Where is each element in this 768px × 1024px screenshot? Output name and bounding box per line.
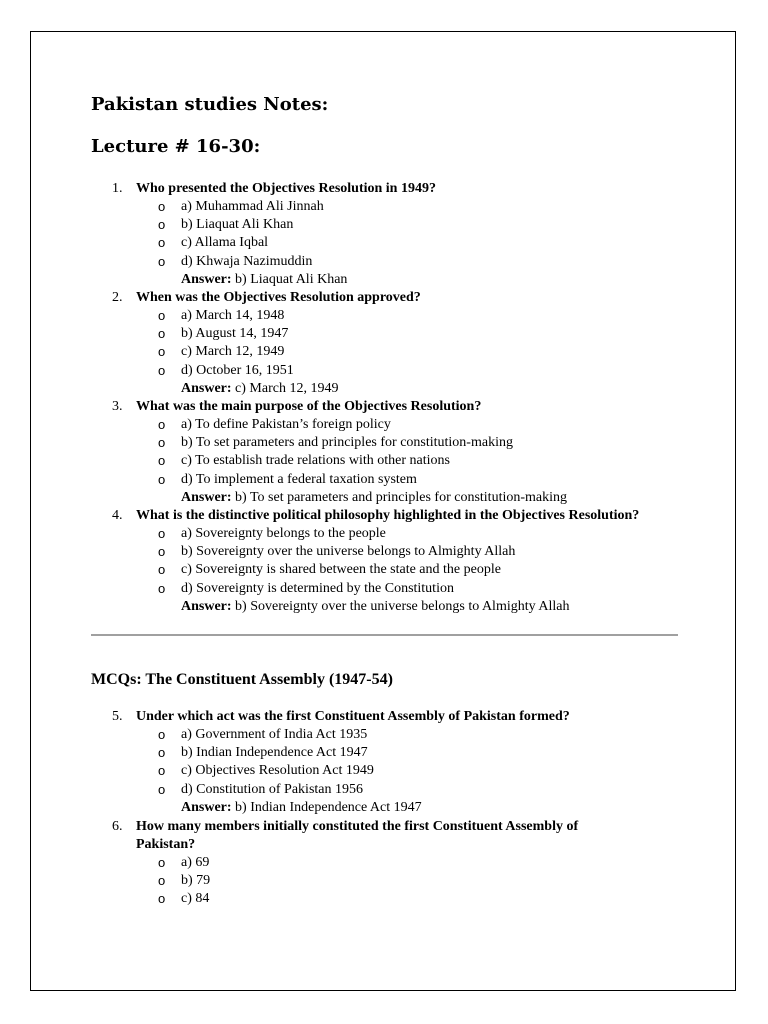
bullet-icon: o — [158, 873, 166, 889]
option-item — [91, 762, 691, 780]
question-block — [91, 289, 691, 398]
option-item — [91, 416, 691, 434]
question-line — [91, 507, 691, 525]
option-item — [91, 343, 691, 361]
question-number: 5. — [112, 709, 123, 724]
question-block — [91, 708, 691, 817]
answer-line — [91, 799, 691, 817]
option-text: a) Sovereignty belongs to the people — [181, 526, 386, 541]
option-text: c) March 12, 1949 — [181, 344, 285, 360]
answer-text: c) March 12, 1949 — [235, 380, 339, 396]
answer-label: Answer: — [181, 489, 232, 505]
option-text: b) Indian Independence Act 1947 — [181, 745, 368, 761]
horizontal-divider — [91, 634, 678, 636]
answer-label: Answer: — [181, 598, 232, 614]
option-item — [91, 854, 611, 872]
bullet-icon: o — [158, 199, 166, 214]
page-subtitle: Lecture # 16-30: — [91, 136, 261, 157]
option-text: b) Sovereignty over the universe belongs to Almighty Allah — [181, 544, 516, 560]
question-text: What is the distinctive political philosophy highlighted in the Objectives Resolution? — [136, 508, 640, 523]
answer-line — [91, 380, 691, 398]
bullet-icon: o — [158, 308, 166, 323]
option-item — [91, 452, 691, 470]
question-block — [91, 507, 691, 616]
option-text: c) Allama Iqbal — [181, 235, 269, 251]
document-page — [30, 31, 736, 991]
answer-label: Answer: — [181, 380, 232, 396]
option-item — [91, 198, 691, 216]
question-text: Who presented the Objectives Resolution in 1949? — [136, 181, 436, 196]
question-text: What was the main purpose of the Objectives Resolution? — [136, 399, 482, 414]
option-item — [91, 325, 691, 343]
option-text: b) Liaquat Ali Khan — [181, 217, 294, 233]
answer-text: b) Indian Independence Act 1947 — [235, 799, 422, 815]
bullet-icon: o — [158, 745, 166, 761]
option-text: a) Government of India Act 1935 — [181, 727, 368, 742]
bullet-icon: o — [158, 326, 166, 342]
option-text: a) 69 — [181, 855, 210, 870]
option-text: c) Objectives Resolution Act 1949 — [181, 763, 374, 779]
option-item — [91, 307, 691, 325]
answer-label: Answer: — [181, 799, 232, 815]
answer-text: b) Sovereignty over the universe belongs to Almighty Allah — [235, 598, 570, 614]
bullet-icon: o — [158, 855, 166, 870]
bullet-icon: o — [158, 763, 166, 779]
option-text: a) March 14, 1948 — [181, 308, 285, 323]
question-line — [91, 180, 691, 198]
bullet-icon: o — [158, 253, 166, 269]
bullet-icon: o — [158, 235, 166, 251]
option-item — [91, 253, 691, 271]
answer-text: b) Liaquat Ali Khan — [235, 271, 348, 287]
bullet-icon: o — [158, 781, 166, 797]
option-item — [91, 726, 691, 744]
answer-line — [91, 489, 691, 507]
option-item — [91, 781, 691, 799]
option-text: c) 84 — [181, 891, 210, 907]
bullet-icon: o — [158, 217, 166, 233]
option-text: c) Sovereignty is shared between the state and the people — [181, 562, 501, 578]
option-item — [91, 580, 691, 598]
option-item — [91, 471, 691, 489]
bullet-icon: o — [158, 417, 166, 432]
option-text: d) Constitution of Pakistan 1956 — [181, 781, 363, 797]
option-text: c) To establish trade relations with other nations — [181, 453, 450, 469]
question-line — [91, 818, 611, 854]
bullet-icon: o — [158, 544, 166, 560]
option-item — [91, 872, 611, 890]
option-item — [91, 216, 691, 234]
bullet-icon: o — [158, 526, 166, 541]
bullet-icon: o — [158, 580, 166, 596]
option-item — [91, 744, 691, 762]
option-item — [91, 362, 691, 380]
question-number: 6. — [112, 819, 123, 834]
option-item — [91, 525, 691, 543]
question-text: When was the Objectives Resolution approved? — [136, 290, 421, 305]
bullet-icon: o — [158, 471, 166, 487]
bullet-icon: o — [158, 891, 166, 907]
option-text: d) To implement a federal taxation system — [181, 471, 417, 487]
option-text: b) 79 — [181, 873, 211, 889]
question-block — [91, 398, 691, 507]
question-number: 2. — [112, 290, 123, 305]
answer-label: Answer: — [181, 271, 232, 287]
page-title: Pakistan studies Notes: — [91, 94, 329, 115]
bullet-icon: o — [158, 435, 166, 451]
bullet-icon: o — [158, 727, 166, 742]
answer-line — [91, 271, 691, 289]
question-number: 3. — [112, 399, 123, 414]
bullet-icon: o — [158, 362, 166, 378]
question-line — [91, 708, 691, 726]
option-text: d) Khwaja Nazimuddin — [181, 253, 313, 269]
option-item — [91, 434, 691, 452]
option-text: a) Muhammad Ali Jinnah — [181, 199, 324, 214]
section-title: MCQs: The Constituent Assembly (1947-54) — [91, 671, 393, 688]
option-text: d) October 16, 1951 — [181, 362, 294, 378]
question-number: 1. — [112, 181, 123, 196]
option-text: a) To define Pakistan’s foreign policy — [181, 417, 391, 432]
option-item — [91, 890, 611, 908]
question-text: Under which act was the first Constituent Assembly of Pakistan formed? — [136, 709, 570, 724]
bullet-icon: o — [158, 344, 166, 360]
option-text: b) August 14, 1947 — [181, 326, 289, 342]
question-line — [91, 398, 691, 416]
answer-line — [91, 598, 691, 616]
answer-text: b) To set parameters and principles for constitution-making — [235, 489, 567, 505]
bullet-icon: o — [158, 562, 166, 578]
option-text: b) To set parameters and principles for constitution-making — [181, 435, 513, 451]
question-number: 4. — [112, 508, 123, 523]
question-text: How many members initially constituted the first Constituent Assembly of Pakistan? — [136, 819, 579, 852]
option-text: d) Sovereignty is determined by the Constitution — [181, 580, 454, 596]
option-item — [91, 543, 691, 561]
bullet-icon: o — [158, 453, 166, 469]
question-line — [91, 289, 691, 307]
option-item — [91, 234, 691, 252]
question-block — [91, 180, 691, 289]
option-item — [91, 561, 691, 579]
question-block — [91, 818, 611, 909]
